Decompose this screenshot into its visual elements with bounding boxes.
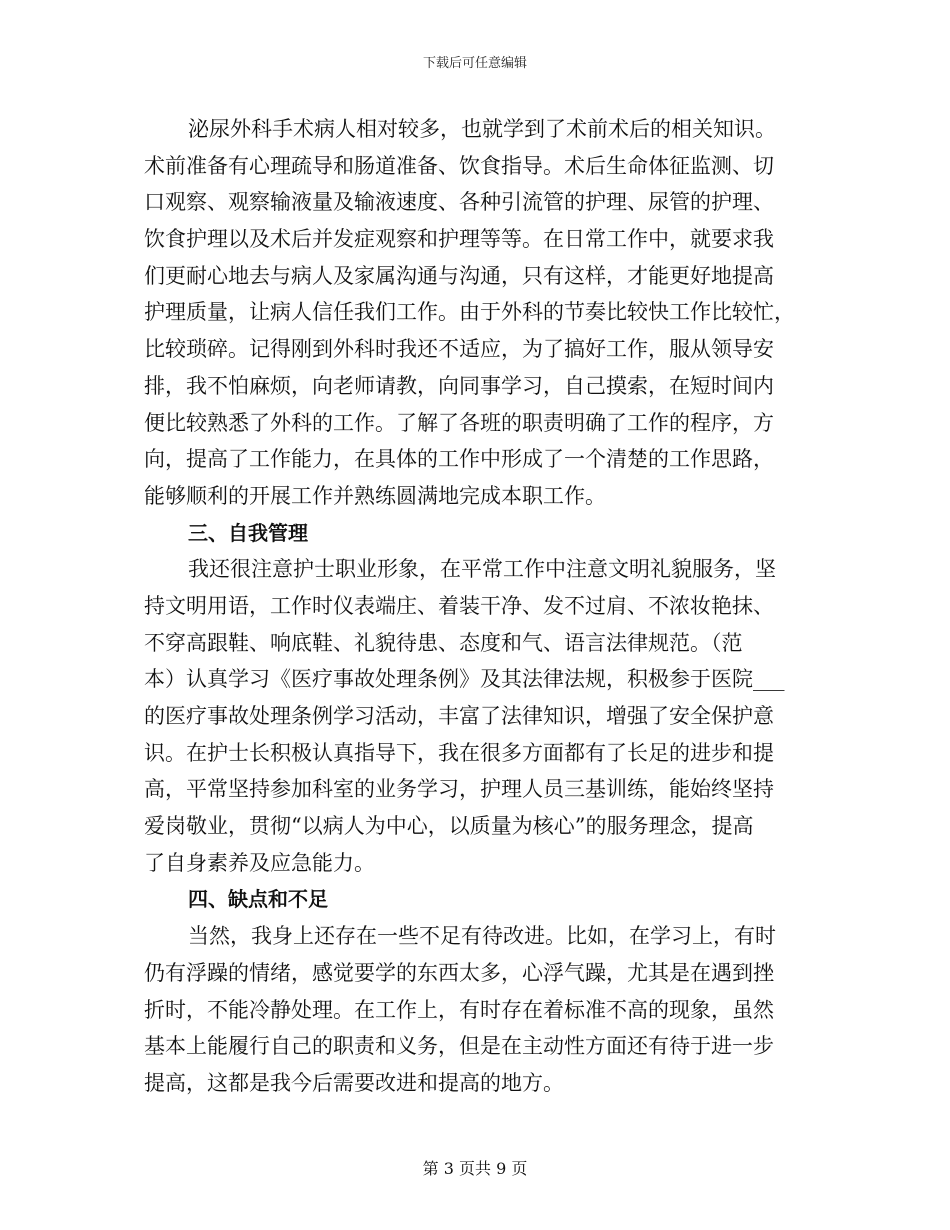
- text-line: 的医疗事故处理条例学习活动，丰富了法律知识，增强了安全保护意: [144, 704, 774, 728]
- text-line: 仍有浮躁的情绪，感觉要学的东西太多，心浮气躁，尤其是在遇到挫: [144, 960, 774, 985]
- page-footer: 第 3 页共 9 页: [422, 1159, 528, 1178]
- text-line: 本）认真学习《医疗事故处理条例》及其法律法规，积极参于医院___: [144, 667, 785, 692]
- text-line: 们更耐心地去与病人及家属沟通与沟通，只有这样，才能更好地提高: [144, 263, 774, 288]
- text-line: 我还很注意护士职业形象，在平常工作中注意文明礼貌服务，坚: [188, 557, 776, 582]
- text-line: 饮食护理以及术后并发症观察和护理等等。在日常工作中，就要求我: [144, 227, 774, 252]
- text-line: 提高，这都是我今后需要改进和提高的地方。: [144, 1070, 564, 1095]
- text-line: 高，平常坚持参加科室的业务学习，护理人员三基训练，能始终坚持: [144, 777, 774, 802]
- text-line: 口观察、观察输液量及输液速度、各种引流管的护理、尿管的护理、: [144, 190, 774, 215]
- document-body: [144, 111, 814, 1102]
- text-line: 了自身素养及应急能力。: [144, 850, 375, 875]
- text-line: 爱岗敬业，贯彻“以病人为中心，以质量为核心”的服务理念，提高: [144, 814, 754, 839]
- text-line: 识。在护士长积极认真指导下，我在很多方面都有了长足的进步和提: [144, 740, 774, 765]
- page-header: 下载后可任意编辑: [422, 56, 527, 71]
- text-line: 能够顺利的开展工作并熟练圆满地完成本职工作。: [144, 483, 606, 508]
- section-heading: 四、缺点和不足: [188, 887, 328, 912]
- text-line: 比较琐碎。记得刚到外科时我还不适应，为了搞好工作，服从领导安: [144, 337, 774, 362]
- text-line: 便比较熟悉了外科的工作。了解了各班的职责明确了工作的程序，方: [144, 410, 774, 435]
- text-line: 基本上能履行自己的职责和义务，但是在主动性方面还有待于进一步: [144, 1034, 774, 1059]
- text-line: 持文明用语，工作时仪表端庄、着装干净、发不过肩、不浓妆艳抹、: [144, 593, 774, 618]
- text-line: 泌尿外科手术病人相对较多，也就学到了术前术后的相关知识。: [188, 117, 776, 141]
- text-line: 排，我不怕麻烦，向老师请教，向同事学习，自己摸索，在短时间内: [144, 373, 774, 398]
- text-line: 当然，我身上还存在一些不足有待改进。比如，在学习上，有时: [188, 924, 776, 949]
- text-line: 不穿高跟鞋、响底鞋、礼貌待患、态度和气、语言法律规范。（范: [144, 630, 743, 655]
- text-line: 折时，不能冷静处理。在工作上，有时存在着标准不高的现象，虽然: [144, 997, 774, 1022]
- text-line: 术前准备有心理疏导和肠道准备、饮食指导。术后生命体征监测、切: [144, 153, 774, 178]
- text-line: 护理质量，让病人信任我们工作。由于外科的节奏比较快工作比较忙，: [144, 300, 795, 325]
- section-heading: 三、自我管理: [188, 520, 308, 545]
- text-line: 向，提高了工作能力，在具体的工作中形成了一个清楚的工作思路，: [144, 447, 774, 472]
